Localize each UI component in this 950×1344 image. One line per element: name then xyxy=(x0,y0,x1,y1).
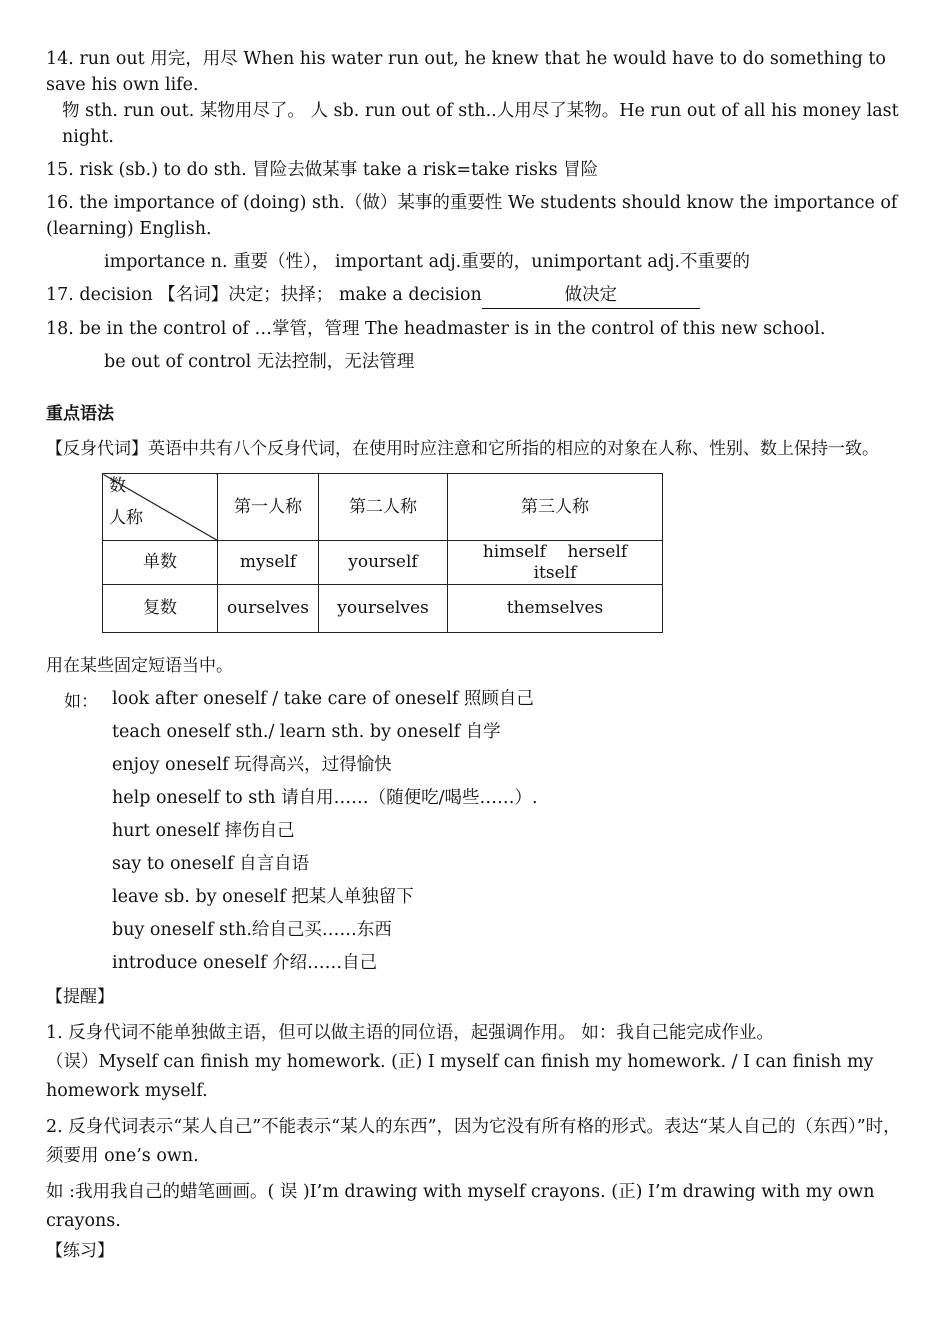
phrase-item: leave sb. by oneself 把某人单独留下 xyxy=(112,887,414,907)
vocab-item-17 xyxy=(46,282,908,309)
header-third-person: 第三人称 xyxy=(448,474,663,541)
phrase-item: look after oneself / take care of oneself 照顾自己 xyxy=(112,689,534,709)
grammar-heading: 重点语法 xyxy=(46,404,114,424)
document-page xyxy=(46,46,908,1266)
reminder-point-2: 2. 反身代词表示“某人自己”不能表示“某人的东西”，因为它没有所有格的形式。表达“某人自己的（东西）”时，须要用 one’s own. xyxy=(46,1117,901,1166)
header-first-person: 第一人称 xyxy=(218,474,319,541)
reflexive-pronoun-table xyxy=(102,473,663,633)
example-label: 如： xyxy=(64,692,98,712)
table-row xyxy=(103,541,663,585)
vocab-item-16-line2: importance n. 重要（性）， important adj.重要的，unimportant adj.不重要的 xyxy=(104,252,751,272)
vocab-item-18-line2: be out of control 无法控制，无法管理 xyxy=(104,352,415,372)
row-label-singular: 单数 xyxy=(103,541,218,585)
practice-title: 【练习】 xyxy=(46,1241,114,1261)
phrase-item: teach oneself sth./ learn sth. by oneself 自学 xyxy=(112,722,501,742)
cell-third-singular xyxy=(448,541,663,585)
corner-person-label: 人称 xyxy=(109,508,143,528)
cell-ourselves: ourselves xyxy=(218,585,319,633)
fill-blank-answer: 做决定 xyxy=(482,282,700,309)
vocab-item-14-line1: 14. run out 用完，用尽 When his water run out, he knew that he would have to do something to save his own life. xyxy=(46,49,886,95)
vocab-item-14-line2: 物 sth. run out. 某物用尽了。 人 sb. run out of sth..人用尽了某物。He run out of all his money last night. xyxy=(62,101,899,147)
vocab-item-16-line1: 16. the importance of (doing) sth.（做）某事的重要性 We students should know the importance of (learning) English. xyxy=(46,193,898,239)
reminder-point-1: 1. 反身代词不能单独做主语，但可以做主语的同位语，起强调作用。 如：我自己能完成作业。 xyxy=(46,1023,774,1043)
phrase-item: buy oneself sth.给自己买……东西 xyxy=(112,920,392,940)
table-corner-cell xyxy=(103,474,218,541)
phrase-item: enjoy oneself 玩得高兴，过得愉快 xyxy=(112,755,392,775)
reminder-point-2-example: 如 :我用我自己的蜡笔画画。( 误 )I’m drawing with myself crayons. (正) I’m drawing with my own crayons. xyxy=(46,1182,875,1231)
cell-itself: itself xyxy=(533,562,577,583)
table-row xyxy=(103,585,663,633)
reminder-title: 【提醒】 xyxy=(46,987,114,1007)
vocab-item-17-text: 17. decision 【名词】决定；抉择； make a decision xyxy=(46,285,482,305)
cell-yourselves: yourselves xyxy=(319,585,448,633)
phrase-item: help oneself to sth 请自用……（随便吃/喝些……）. xyxy=(112,788,538,808)
cell-themselves: themselves xyxy=(448,585,663,633)
cell-yourself: yourself xyxy=(319,541,448,585)
cell-himself-herself: himself herself xyxy=(482,541,628,562)
phrase-list xyxy=(46,683,908,980)
phrase-item: introduce oneself 介绍……自己 xyxy=(112,953,378,973)
vocab-item-15: 15. risk (sb.) to do sth. 冒险去做某事 take a risk=take risks 冒险 xyxy=(46,160,599,180)
phrase-item: hurt oneself 摔伤自己 xyxy=(112,821,295,841)
vocab-item-18-line1: 18. be in the control of …掌管，管理 The headmaster is in the control of this new school. xyxy=(46,319,826,339)
phrase-item: say to oneself 自言自语 xyxy=(112,854,310,874)
usage-intro: 用在某些固定短语当中。 xyxy=(46,656,233,676)
grammar-intro: 【反身代词】英语中共有八个反身代词，在使用时应注意和它所指的相应的对象在人称、性别、数上保持一致。 xyxy=(46,439,879,459)
row-label-plural: 复数 xyxy=(103,585,218,633)
cell-myself: myself xyxy=(218,541,319,585)
corner-number-label: 数 xyxy=(109,476,126,496)
header-second-person: 第二人称 xyxy=(319,474,448,541)
table-header-row xyxy=(103,474,663,541)
reminder-point-1-example: （误）Myself can finish my homework. (正) I myself can finish my homework. / I can finish my homework myself. xyxy=(46,1052,874,1101)
